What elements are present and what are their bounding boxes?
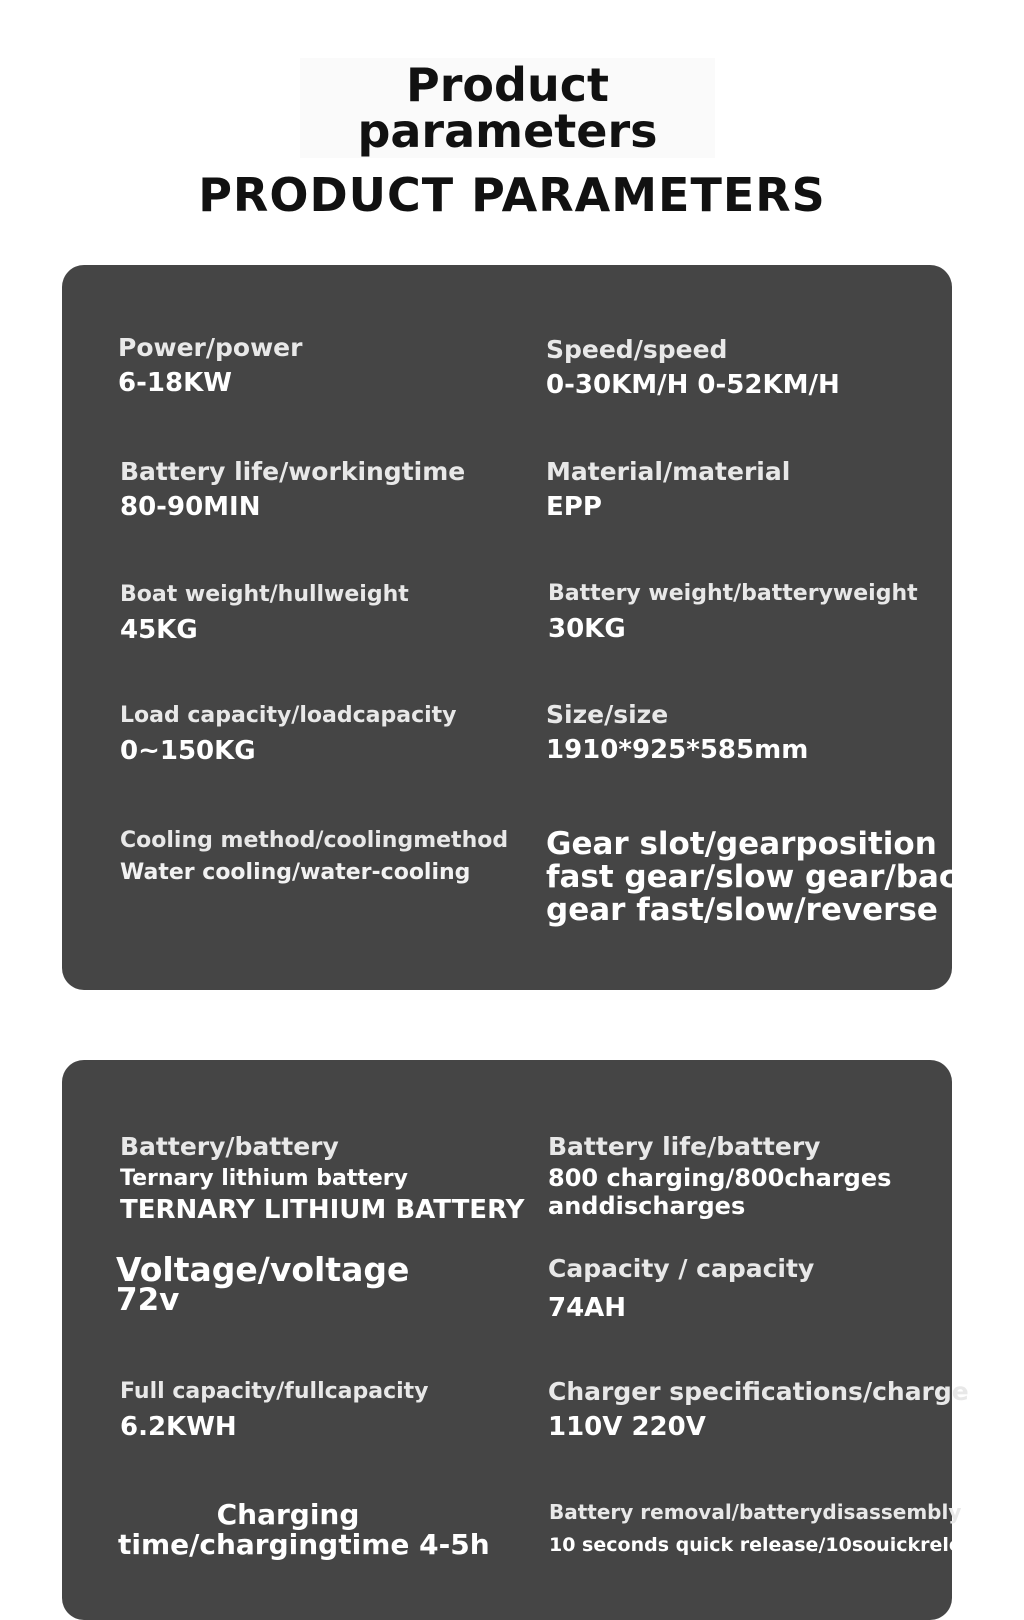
page-title: [300, 58, 715, 158]
spec-value: 0~150KG: [120, 736, 256, 766]
spec-value: EPP: [546, 492, 602, 522]
spec-gear: [546, 828, 978, 927]
spec-value-line1: 800 charging/800charges: [548, 1164, 892, 1192]
spec-size: [546, 698, 808, 768]
spec-value: 45KG: [120, 615, 198, 645]
spec-label: Battery weight/batteryweight: [548, 581, 918, 606]
spec-label: Battery/battery: [120, 1132, 339, 1161]
spec-battery-life: [120, 455, 465, 525]
spec-battery-type: [120, 1130, 525, 1226]
spec-label: Gear slot/gearposition: [546, 826, 937, 862]
specs-panel-main: [62, 265, 978, 990]
spec-label: Cooling method/coolingmethod: [120, 828, 509, 853]
spec-load-capacity: [120, 699, 457, 769]
spec-value-line2: anddischarges: [548, 1192, 746, 1220]
spec-label: Battery life/battery: [548, 1132, 821, 1161]
spec-label: Boat weight/hullweight: [120, 582, 409, 607]
spec-cooling: [120, 824, 508, 888]
spec-voltage: [116, 1250, 410, 1318]
spec-value: 0-30KM/H 0-52KM/H: [546, 370, 840, 400]
spec-power: [118, 331, 302, 401]
spec-capacity: [548, 1252, 814, 1326]
spec-label: Voltage/voltage: [116, 1250, 410, 1289]
spec-label: Load capacity/loadcapacity: [120, 703, 457, 728]
header: [0, 0, 1024, 240]
spec-label: Capacity / capacity: [548, 1254, 815, 1283]
spec-value: 10 seconds quick release/10souickrelease: [549, 1534, 999, 1556]
page-title-line1: Product: [406, 58, 609, 112]
spec-value-line1: Ternary lithium battery: [120, 1166, 408, 1191]
spec-label: Speed/speed: [546, 335, 728, 364]
spec-value: 110V 220V: [548, 1412, 706, 1442]
spec-label: Battery life/workingtime: [120, 457, 466, 486]
spec-label: Power/power: [118, 333, 303, 362]
spec-value: 72v: [116, 1282, 180, 1318]
spec-full-capacity: [120, 1375, 429, 1445]
spec-value-line2: gear fast/slow/reverse: [546, 892, 938, 928]
spec-battery-removal: [549, 1497, 999, 1563]
spec-value: Water cooling/water-cooling: [120, 860, 471, 885]
spec-value-line1: fast gear/slow gear/back: [546, 859, 978, 895]
spec-value-line2: TERNARY LITHIUM BATTERY: [120, 1195, 525, 1225]
spec-label: Battery removal/batterydisassembly: [549, 1500, 962, 1524]
spec-charger: [548, 1375, 969, 1445]
spec-label-line2: time/chargingtime 4-5h: [118, 1528, 490, 1561]
spec-label: Full capacity/fullcapacity: [120, 1379, 429, 1404]
page-title-line2: parameters: [357, 104, 658, 158]
specs-panel-battery: [62, 1060, 999, 1620]
spec-battery-cycles: [548, 1130, 891, 1220]
spec-value: 80-90MIN: [120, 492, 261, 522]
spec-material: [546, 455, 790, 525]
spec-value: 6-18KW: [118, 368, 232, 398]
spec-label: Charger specifications/charge: [548, 1377, 969, 1406]
spec-label: Size/size: [546, 700, 669, 729]
spec-value: 30KG: [548, 614, 626, 644]
spec-battery-weight: [548, 577, 918, 647]
spec-value: 1910*925*585mm: [546, 735, 809, 765]
spec-value: 6.2KWH: [120, 1412, 237, 1442]
spec-speed: [546, 333, 840, 403]
spec-value: 74AH: [548, 1293, 627, 1323]
spec-label: Material/material: [546, 457, 791, 486]
spec-charging-time: [118, 1498, 490, 1561]
spec-label-line1: Charging: [216, 1498, 360, 1531]
spec-boat-weight: [120, 578, 409, 648]
page-subtitle: PRODUCT PARAMETERS: [198, 168, 826, 222]
